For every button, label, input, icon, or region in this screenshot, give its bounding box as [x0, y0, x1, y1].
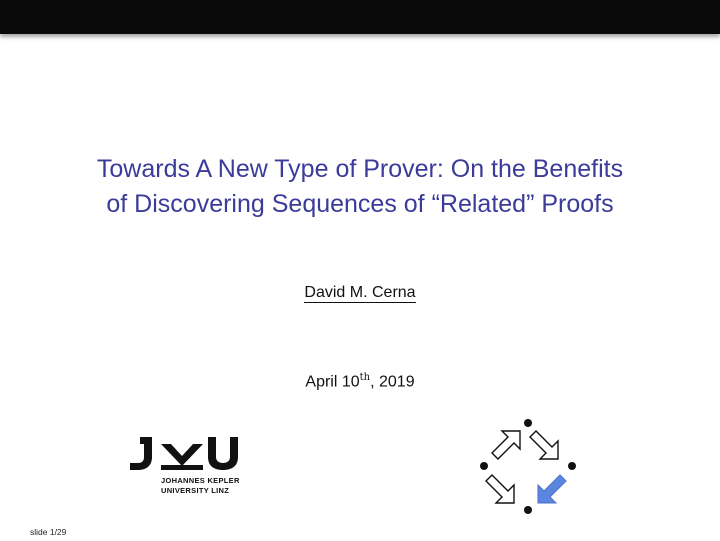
jku-wordmark-icon — [128, 432, 258, 472]
date-superscript: th — [359, 372, 371, 383]
date — [0, 372, 720, 391]
slide-number: slide 1/29 — [30, 527, 67, 537]
jku-line-1: JOHANNES KEPLER — [161, 476, 240, 485]
date-suffix: , 2019 — [370, 373, 415, 391]
author-name: David M. Cerna — [304, 284, 416, 301]
title-line-1: Towards A New Type of Prover: On the Benefits — [96, 155, 624, 183]
risc-logo-icon — [478, 417, 580, 517]
date-prefix: April 10 — [305, 373, 360, 391]
jku-line-2: UNIVERSITY LINZ — [161, 486, 230, 495]
slide-title — [0, 152, 720, 222]
jku-logo — [128, 432, 258, 502]
top-bar — [0, 0, 720, 34]
author — [0, 284, 720, 302]
title-line-2: of Discovering Sequences of “Related” Proofs — [106, 190, 614, 218]
